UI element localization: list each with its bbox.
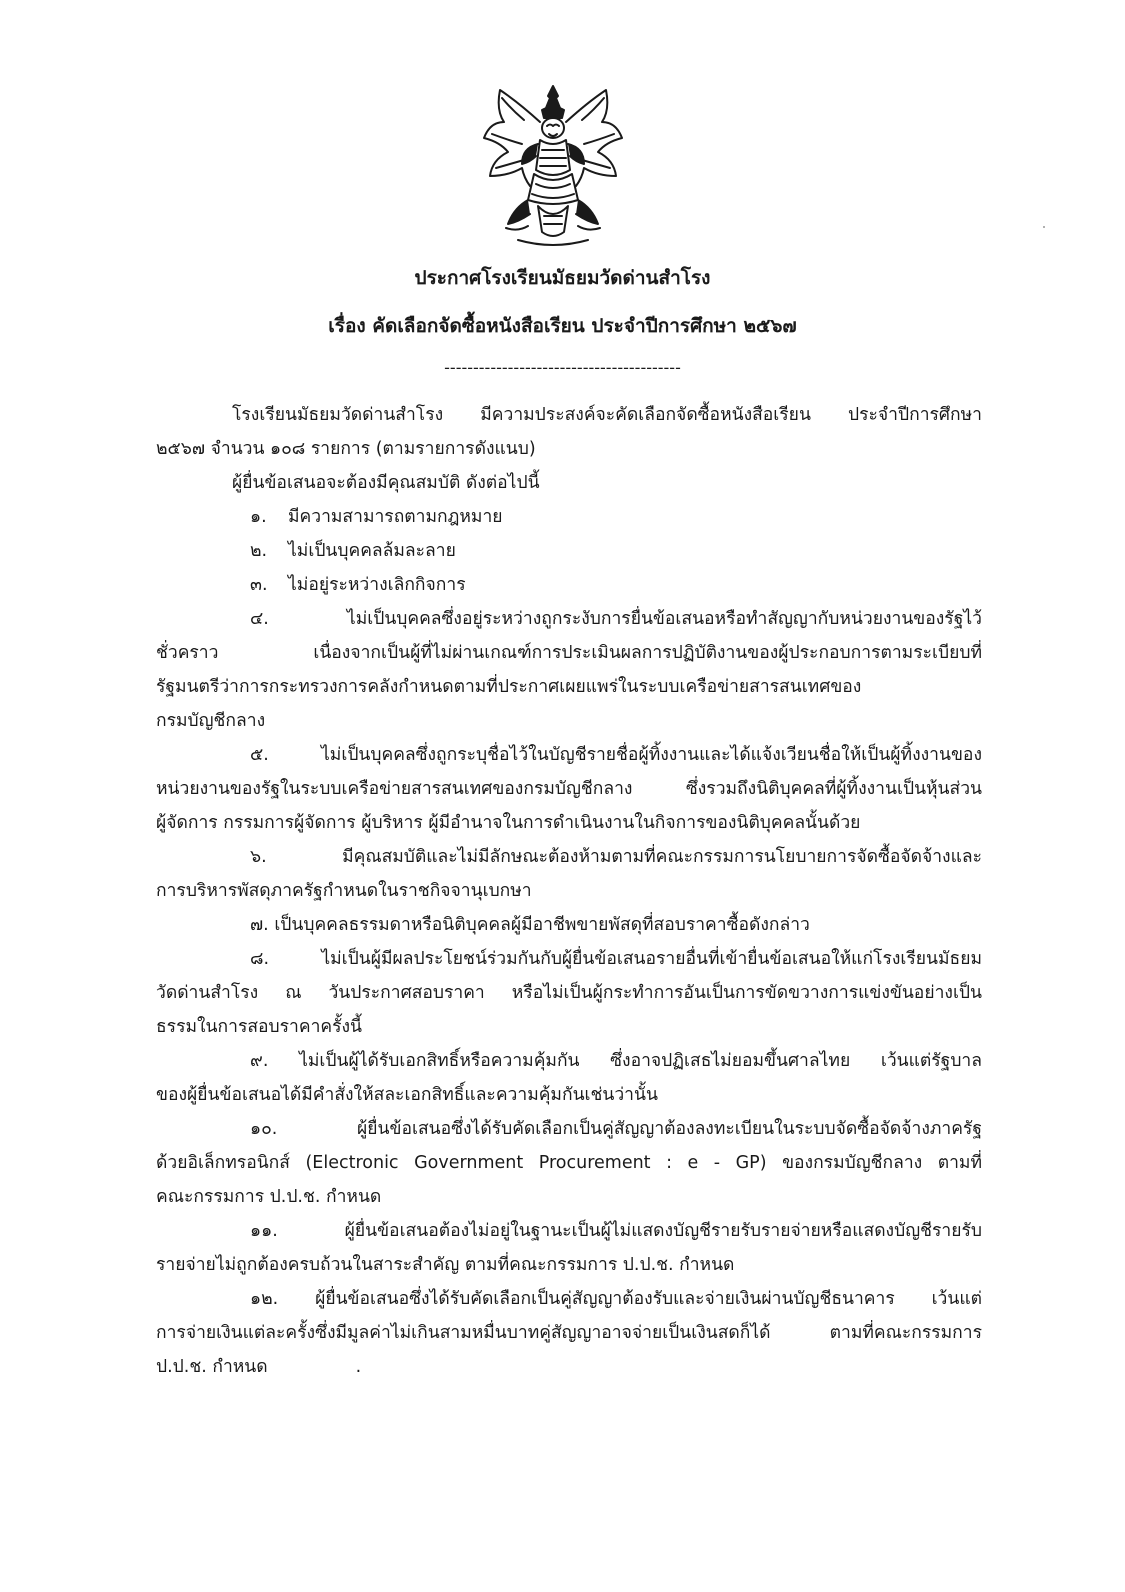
item-line: รายจ่ายไม่ถูกต้องครบถ้วนในสาระสำคัญ ตามที่คณะกรรมการ ป.ป.ช. กำหนด [156, 1255, 735, 1275]
qualification-item-10 [156, 1112, 982, 1214]
item-text: ผู้ยื่นข้อเสนอต้องไม่อยู่ในฐานะเป็นผู้ไม่แสดงบัญชีรายรับรายจ่ายหรือแสดงบัญชีรายรับ [344, 1221, 982, 1241]
item-first-line [156, 738, 982, 772]
item-first-line [156, 908, 982, 942]
item-text: ไม่เป็นบุคคลซึ่งอยู่ระหว่างถูกระงับการยื่นข้อเสนอหรือทำสัญญากับหน่วยงานของรัฐไว้ [346, 609, 982, 629]
item-first-line [156, 1044, 982, 1078]
qualification-item-3 [156, 568, 982, 602]
item-line: การจ่ายเงินแต่ละครั้งซึ่งมีมูลค่าไม่เกินสามหมื่นบาทคู่สัญญาอาจจ่ายเป็นเงินสดก็ได้ ตามที่คณะกรรมการ [156, 1323, 982, 1343]
item-line: ธรรมในการสอบราคาครั้งนี้ [156, 1017, 363, 1037]
item-text: ไม่เป็นบุคคลซึ่งถูกระบุชื่อไว้ในบัญชีรายชื่อผู้ทิ้งงานและได้แจ้งเวียนชื่อให้เป็นผู้ทิ้งงานของ [321, 745, 982, 765]
intro-paragraph [156, 398, 982, 466]
item-number: ๑๑. [250, 1221, 278, 1241]
title-separator: ----------------------------------------- [444, 358, 681, 377]
qualification-item-4 [156, 602, 982, 738]
item-number: ๓. [250, 575, 268, 595]
intro-line-1: โรงเรียนมัธยมวัดด่านสำโรง มีความประสงค์จะคัดเลือกจัดซื้อหนังสือเรียน ประจำปีการศึกษา [232, 405, 982, 425]
item-number: ๑. [250, 507, 267, 527]
item-line: วัดด่านสำโรง ณ วันประกาศสอบราคา หรือไม่เป็นผู้กระทำการอันเป็นการขัดขวางการแข่งขันอย่างเป็น [156, 983, 982, 1003]
item-text: ไม่เป็นบุคคลล้มละลาย [288, 541, 456, 561]
item-line: ของผู้ยื่นข้อเสนอได้มีคำสั่งให้สละเอกสิทธิ์และความคุ้มกันเช่นว่านั้น [156, 1085, 658, 1105]
qualification-heading: ผู้ยื่นข้อเสนอจะต้องมีคุณสมบัติ ดังต่อไปนี้ [232, 473, 540, 493]
item-first-line [156, 1112, 982, 1146]
item-line: การบริหารพัสดุภาครัฐกำหนดในราชกิจจานุเบกษา [156, 881, 532, 901]
item-number: ๖. [250, 847, 267, 867]
announcement-title: ประกาศโรงเรียนมัธยมวัดด่านสำโรง [414, 267, 711, 289]
garuda-emblem-icon [478, 82, 628, 250]
qualification-item-12 [156, 1282, 982, 1384]
scan-speck [1043, 226, 1045, 228]
item-first-line [156, 602, 982, 636]
announcement-subject: เรื่อง คัดเลือกจัดซื้อหนังสือเรียน ประจำปีการศึกษา ๒๕๖๗ [328, 315, 797, 337]
item-number: ๑๐. [250, 1119, 278, 1139]
item-text: ไม่เป็นผู้มีผลประโยชน์ร่วมกันกับผู้ยื่นข้อเสนอรายอื่นที่เข้ายื่นข้อเสนอให้แก่โรงเรียนมัธยม [321, 949, 982, 969]
qualification-item-8 [156, 942, 982, 1044]
item-first-line [156, 942, 982, 976]
item-number: ๘. [250, 949, 270, 969]
item-first-line [156, 1214, 982, 1248]
item-line [156, 1350, 982, 1384]
qualification-item-11 [156, 1214, 982, 1282]
trailing-mark: . [355, 1357, 362, 1377]
item-line: คณะกรรมการ ป.ป.ช. กำหนด [156, 1187, 382, 1207]
item-number: ๑๒. [250, 1289, 279, 1309]
qualification-item-5 [156, 738, 982, 840]
item-first-line [156, 1282, 982, 1316]
item-number: ๕. [250, 745, 269, 765]
qualification-item-7 [156, 908, 982, 942]
item-line: ด้วยอิเล็กทรอนิกส์ (Electronic Government Procurement : e - GP) ของกรมบัญชีกลาง ตามที่ [156, 1153, 982, 1173]
item-text: ผู้ยื่นข้อเสนอซึ่งได้รับคัดเลือกเป็นคู่สัญญาต้องรับและจ่ายเงินผ่านบัญชีธนาคาร เว้นแต่ [315, 1289, 982, 1309]
item-text: มีคุณสมบัติและไม่มีลักษณะต้องห้ามตามที่คณะกรรมการนโยบายการจัดซื้อจัดจ้างและ [342, 847, 982, 867]
item-line: หน่วยงานของรัฐในระบบเครือข่ายสารสนเทศของกรมบัญชีกลาง ซึ่งรวมถึงนิติบุคคลที่ผู้ทิ้งงานเป็นหุ้นส่วน [156, 779, 982, 799]
qualification-item-2 [156, 534, 982, 568]
item-text: ผู้ยื่นข้อเสนอซึ่งได้รับคัดเลือกเป็นคู่สัญญาต้องลงทะเบียนในระบบจัดซื้อจัดจ้างภาครัฐ [357, 1119, 982, 1139]
item-number: ๔. [250, 609, 269, 629]
qualification-item-6 [156, 840, 982, 908]
item-first-line [156, 840, 982, 874]
qualification-item-1 [156, 500, 982, 534]
item-line: ชั่วคราว เนื่องจากเป็นผู้ที่ไม่ผ่านเกณฑ์การประเมินผลการปฏิบัติงานของผู้ประกอบการตามระเบียบที่ [156, 643, 982, 663]
item-line: กรมบัญชีกลาง [156, 711, 266, 731]
intro-line-2: ๒๕๖๗ จำนวน ๑๐๘ รายการ (ตามรายการดังแนบ) [156, 439, 536, 459]
item-number: ๙. [250, 1051, 269, 1071]
item-text: ป.ป.ช. กำหนด [156, 1357, 268, 1377]
item-text: ไม่เป็นผู้ได้รับเอกสิทธิ์หรือความคุ้มกัน ซึ่งอาจปฏิเสธไม่ยอมขึ้นศาลไทย เว้นแต่รัฐบาล [299, 1051, 982, 1071]
item-text: เป็นบุคคลธรรมดาหรือนิติบุคคลผู้มีอาชีพขายพัสดุที่สอบราคาซื้อดังกล่าว [274, 915, 810, 935]
item-number: ๒. [250, 541, 268, 561]
qualification-item-9 [156, 1044, 982, 1112]
item-number: ๗. [250, 915, 269, 935]
item-line: ผู้จัดการ กรรมการผู้จัดการ ผู้บริหาร ผู้มีอำนาจในการดำเนินงานในกิจการของนิติบุคคลนั้นด้วย [156, 813, 861, 833]
announcement-body [156, 398, 982, 1384]
item-line: รัฐมนตรีว่าการกระทรวงการคลังกำหนดตามที่ประกาศเผยแพร่ในระบบเครือข่ายสารสนเทศของ [156, 677, 862, 697]
item-text: ไม่อยู่ระหว่างเลิกกิจการ [288, 575, 466, 595]
item-text: มีความสามารถตามกฎหมาย [288, 507, 503, 527]
